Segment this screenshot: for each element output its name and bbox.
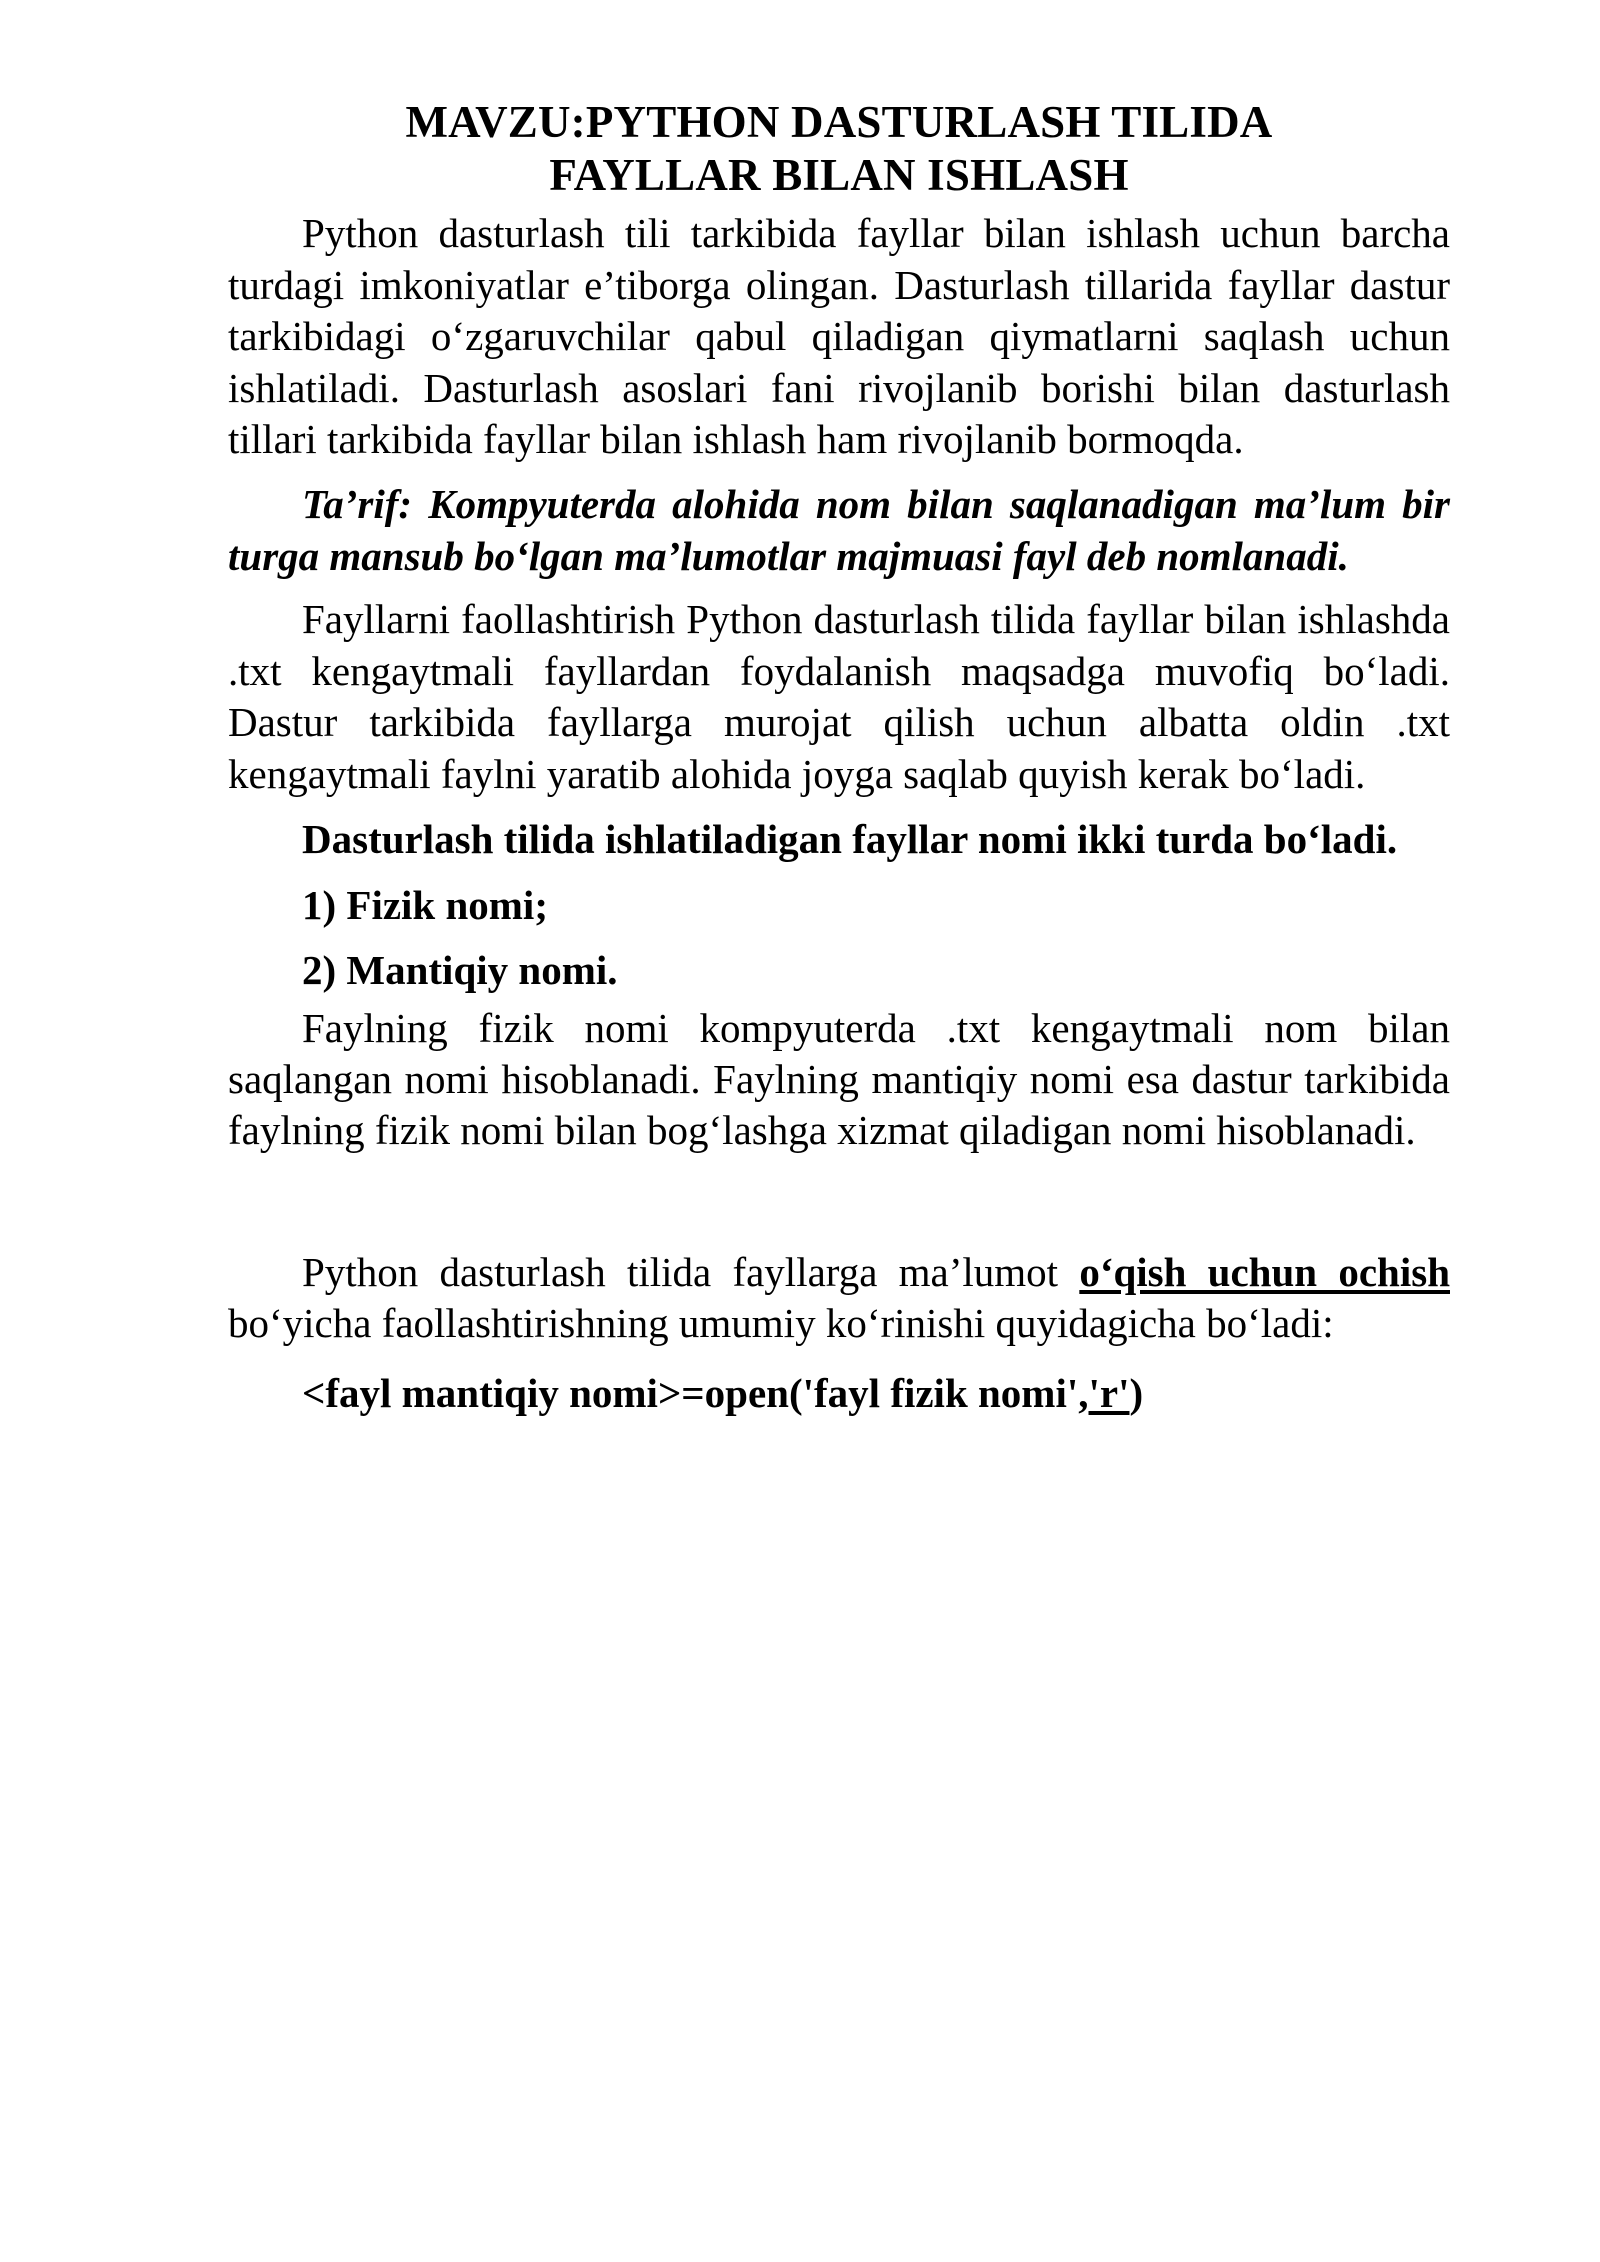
code-syntax-mode-argument: 'r' [1088,1369,1130,1416]
paragraph-activation: Fayllarni faollashtirish Python dasturlash tilida fayllar bilan ishlashda .txt kengaytmali fayllardan foydalanish maqsadga muvofiq bo‘ladi. Dastur tarkibida fayllarga murojat qilish uchun albatta oldin .txt kengaytmali faylni yaratib alohida joyga saqlab quyish kerak bo‘ladi. [228,596,1450,797]
open-intro-text-before: Python dasturlash tilida fayllarga ma’lumot [302,1248,1080,1295]
code-syntax-after: ) [1129,1369,1144,1416]
page-title-line-1: MAVZU:PYTHON DASTURLASH TILIDA [405,97,1273,147]
list-item-physical-name: 1) Fizik nomi; [302,881,548,928]
paragraph-names-explanation: Faylning fizik nomi kompyuterda .txt kengaytmali nom bilan saqlangan nomi hisoblanadi. Faylning mantiqiy nomi esa dastur tarkibida faylning fizik nomi bilan bog‘lashga xizmat qiladigan nomi hisoblanadi. [228,1004,1450,1154]
paragraph-intro: Python dasturlash tili tarkibida fayllar bilan ishlash uchun barcha turdagi imkoniyatlar e’tiborga olingan. Dasturlash tillarida fayllar dastur tarkibidagi o‘zgaruvchilar qabul qiladigan qiymatlarni saqlash uchun ishlatiladi. Dasturlash asoslari fani rivojlanib borishi bilan dasturlash tillari tarkibida fayllar bilan ishlash ham rivojlanib bormoqda. [228,210,1450,462]
list-item-logical-name: 2) Mantiqiy nomi. [302,947,618,994]
code-syntax-before: <fayl mantiqiy nomi>=open('fayl fizik nomi', [302,1369,1089,1416]
open-intro-emphasis: o‘qish uchun ochish [1079,1248,1450,1295]
open-intro-text-after: bo‘yicha faollashtirishning umumiy ko‘rinishi quyidagicha bo‘ladi: [228,1300,1334,1347]
code-syntax-line [302,1368,1450,1419]
heading-file-name-types: Dasturlash tilida ishlatiladigan fayllar nomi ikki turda bo‘ladi. [302,816,1398,863]
paragraph-definition: Ta’rif: Kompyuterda alohida nom bilan saqlanadigan ma’lum bir turga mansub bo‘lgan ma’lumotlar majmuasi fayl deb nomlanadi. [228,481,1450,579]
paragraph-open-intro [228,1247,1450,1350]
page-title [228,96,1450,202]
empty-paragraph-spacer [228,1161,1450,1247]
document-body [228,96,1450,1419]
page-title-line-2: FAYLLAR BILAN ISHLASH [549,150,1129,201]
